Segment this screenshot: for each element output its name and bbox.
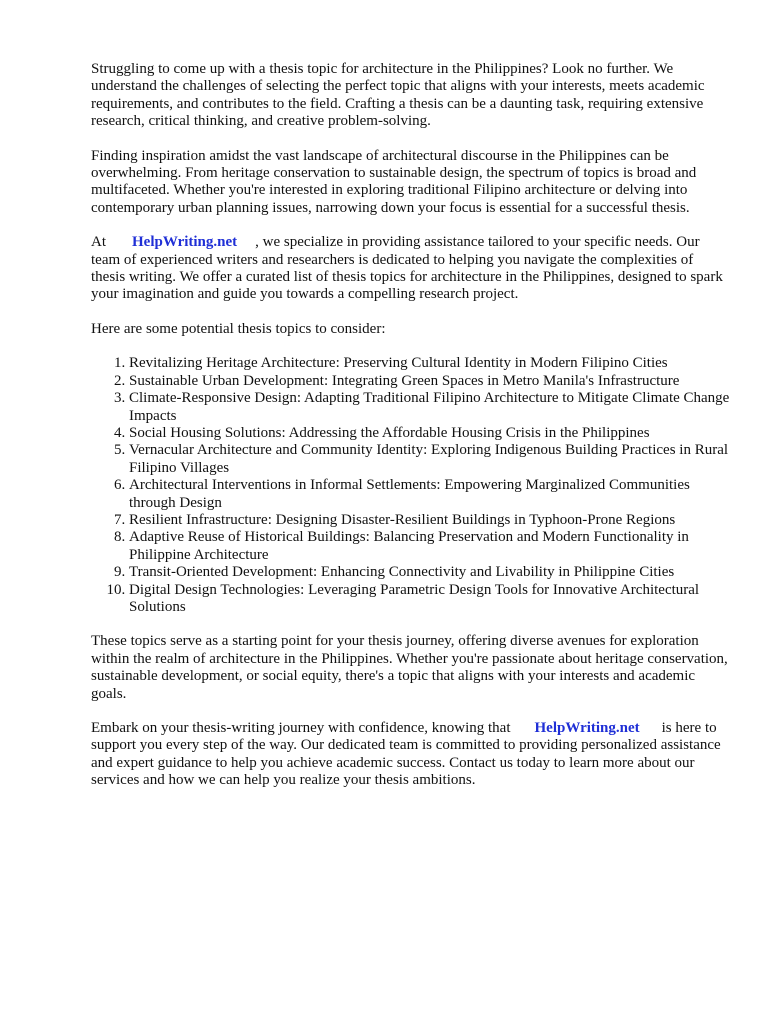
service-paragraph [91, 234, 731, 304]
helpwriting-link-1[interactable]: HelpWriting.net [132, 234, 238, 251]
helpwriting-link-2[interactable]: HelpWriting.net [534, 720, 640, 736]
topics-list [91, 355, 731, 616]
list-item: 5. Vernacular Architecture and Community Identity: Exploring Indigenous Building Practices in Rural Filipino Villages [129, 442, 731, 477]
embark-paragraph [91, 720, 731, 790]
list-item: 10. Digital Design Technologies: Leveraging Parametric Design Tools for Innovative Architectural Solutions [129, 582, 731, 617]
at-prefix-text: At [91, 234, 106, 251]
list-item: 4. Social Housing Solutions: Addressing the Affordable Housing Crisis in the Philippines [129, 425, 731, 442]
list-intro-paragraph: Here are some potential thesis topics to consider: [91, 320, 386, 337]
list-item: 6. Architectural Interventions in Informal Settlements: Empowering Marginalized Communities through Design [129, 477, 731, 512]
list-item: 7. Resilient Infrastructure: Designing Disaster-Resilient Buildings in Typhoon-Prone Regions [129, 512, 731, 529]
list-item: 1. Revitalizing Heritage Architecture: Preserving Cultural Identity in Modern Filipino Cities [129, 355, 731, 372]
at-suffix-text: , we specialize in providing assistance tailored to your specific needs. Our team of experienced writers and researchers is dedicated to helping you navigate the complexities of thesis writing. We offer a curated list of thesis topics for architecture in the Philippines, designed to spark your imagination and guide you towards a compelling research project. [91, 234, 723, 303]
embark-prefix-text: Embark on your thesis-writing journey with confidence, knowing that [91, 720, 511, 736]
list-item: 2. Sustainable Urban Development: Integrating Green Spaces in Metro Manila's Infrastructure [129, 373, 731, 390]
list-item: 3. Climate-Responsive Design: Adapting Traditional Filipino Architecture to Mitigate Climate Change Impacts [129, 390, 731, 425]
inspiration-paragraph: Finding inspiration amidst the vast landscape of architectural discourse in the Philippines can be overwhelming. From heritage conservation to sustainable design, the spectrum of topics is broad and multifaceted. Whether you're interested in exploring traditional Filipino architecture or delving into contemporary urban planning issues, narrowing down your focus is essential for a successful thesis. [91, 147, 697, 216]
list-item: 8. Adaptive Reuse of Historical Buildings: Balancing Preservation and Modern Functionality in Philippine Architecture [129, 529, 731, 564]
intro-paragraph: Struggling to come up with a thesis topic for architecture in the Philippines? Look no further. We understand the challenges of selecting the perfect topic that aligns with your interests, meets academic requirements, and contributes to the field. Crafting a thesis can be a daunting task, requiring extensive research, critical thinking, and creative problem-solving. [91, 61, 705, 130]
list-item: 9. Transit-Oriented Development: Enhancing Connectivity and Livability in Philippine Cities [129, 564, 731, 581]
closing-paragraph: These topics serve as a starting point for your thesis journey, offering diverse avenues for exploration within the realm of architecture in the Philippines. Whether you're passionate about heritage conservation, sustainable development, or social equity, there's a topic that aligns with your interests and academic goals. [91, 633, 728, 702]
embark-suffix-text: is here to support you every step of the way. Our dedicated team is committed to providing personalized assistance and expert guidance to help you achieve academic success. Contact us today to learn more about our services and how we can help you realize your thesis ambitions. [91, 720, 721, 789]
document-page [91, 61, 731, 807]
